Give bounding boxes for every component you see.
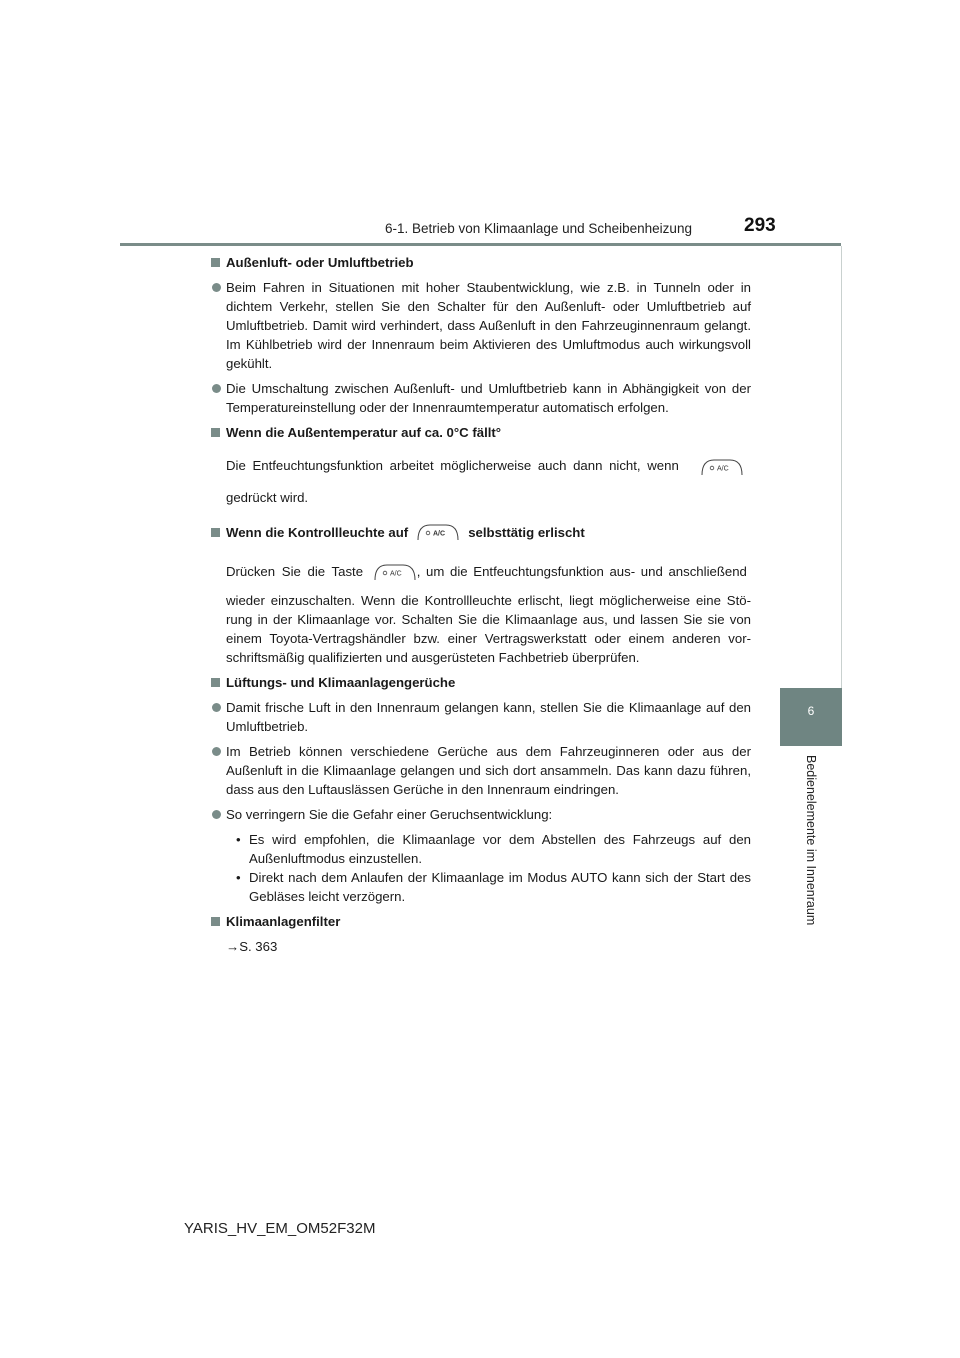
page-number: 293 (744, 215, 776, 236)
list-item (211, 805, 751, 824)
section-heading (211, 523, 751, 542)
list-item (211, 379, 751, 417)
paragraph (226, 562, 751, 582)
chapter-title: Bedienelemente im Innenraum (804, 755, 818, 926)
list-item-text: So verringern Sie die Gefahr einer Geruchsentwicklung: (226, 807, 553, 823)
sub-list-text: Direkt nach dem Anlaufen der Klimaanlage im Modus AUTO kann sich der Start des Gebläses leicht verzögern. (249, 870, 751, 905)
round-bullet-icon (212, 283, 221, 292)
list-item (211, 742, 751, 799)
round-bullet-icon (212, 810, 221, 819)
sub-list-marker: • (236, 870, 241, 886)
page-reference-link[interactable]: →S. 363 (226, 939, 278, 955)
ac-label: A/C (389, 570, 402, 578)
square-bullet-icon (211, 528, 220, 537)
sub-list-marker: • (236, 832, 241, 848)
square-bullet-icon (211, 678, 220, 687)
square-bullet-icon (211, 917, 220, 926)
page-body (211, 253, 751, 956)
sub-list-text: Es wird empfohlen, die Klimaanlage vor dem Abstellen des Fahrzeugs auf den Außenluftmodus einzustellen. (249, 832, 751, 867)
section-title: 6-1. Betrieb von Klimaanlage und Scheibenheizung (385, 221, 692, 236)
list-item (211, 278, 751, 373)
list-item-text: Damit frische Luft in den Innenraum gelangen kann, stellen Sie die Klimaanlage auf den Umluftbetrieb. (226, 700, 751, 735)
ac-label: A/C (433, 530, 446, 538)
chapter-number: 6 (807, 704, 815, 718)
paragraph: wieder einzuschalten. Wenn die Kontrollleuchte erlischt, liegt möglicherweise eine Stö-rung in der Klimaanlage vor. Schalten Sie die Klimaanlage aus, und lassen Sie sie von einem Toyota-Vertragshändler bzw. einer Vertragswerkstatt oder einem anderen vor-schriftsmäßig qualifizierten und ausgerüsteten Fachbetrieb überprüfen. (226, 593, 751, 666)
heading-text: Außenluft- oder Umluftbetrieb (226, 255, 414, 270)
list-item-text: Im Betrieb können verschiedene Gerüche aus dem Fahrzeuginneren oder aus der Außenluft in die Klimaanlage gelangen und sich dort ansammeln. Das kann dazu führen, dass aus den Luftauslässen Gerüche in den Innenraum eindringen. (226, 744, 751, 798)
section-heading (211, 912, 751, 931)
list-item-text: Die Umschaltung zwischen Außenluft- und Umluftbetrieb kann in Abhängigkeit von der Temperatureinstellung oder der Innenraumtemperatur automatisch erfolgen. (226, 381, 751, 415)
heading-text: Wenn die Kontrollleuchte auf (226, 524, 409, 540)
heading-text: selbsttätig erlischt (468, 524, 585, 540)
section-heading (211, 423, 751, 442)
round-bullet-icon (212, 703, 221, 712)
ac-label: A/C (717, 465, 730, 473)
list-item (211, 698, 751, 736)
side-divider (841, 246, 842, 688)
section-heading (211, 253, 751, 272)
document-code: YARIS_HV_EM_OM52F32M (184, 1220, 376, 1237)
paragraph (226, 456, 751, 476)
sub-list-item (236, 830, 751, 868)
paragraph-text: , um die Entfeuchtungsfunktion aus- und anschließend (416, 563, 747, 579)
ac-button-icon (416, 523, 460, 541)
paragraph-text: Drücken Sie die Taste (226, 563, 364, 579)
section-heading (211, 673, 751, 692)
round-bullet-icon (212, 747, 221, 756)
square-bullet-icon (211, 428, 220, 437)
ac-button-icon (700, 458, 744, 476)
ac-button-icon (373, 563, 417, 581)
paragraph: gedrückt wird. (226, 489, 309, 505)
paragraph-text: Die Entfeuchtungsfunktion arbeitet möglicherweise auch dann nicht, wenn (226, 458, 679, 473)
square-bullet-icon (211, 258, 220, 267)
heading-text: Wenn die Außentemperatur auf ca. 0°C fällt° (226, 425, 502, 440)
heading-text: Lüftungs- und Klimaanlagengerüche (226, 675, 456, 691)
round-bullet-icon (212, 384, 221, 393)
sub-list-item (236, 868, 751, 906)
list-item-text: Beim Fahren in Situationen mit hoher Staubentwicklung, wie z.B. in Tunneln oder in dichtem Verkehr, stellen Sie den Schalter für den Außenluft- oder Umluftbetrieb auf Umluftbetrieb. Damit wird verhindert, dass Außenluft in den Fahrzeuginnenraum gelangt. Im Kühlbetrieb wird der Innenraum beim Aktivieren des Umluftmodus auch wirkungsvoll gekühlt. (226, 280, 751, 371)
header-divider (120, 243, 841, 246)
chapter-tab (780, 688, 842, 746)
heading-text: Klimaanlagenfilter (226, 914, 341, 930)
